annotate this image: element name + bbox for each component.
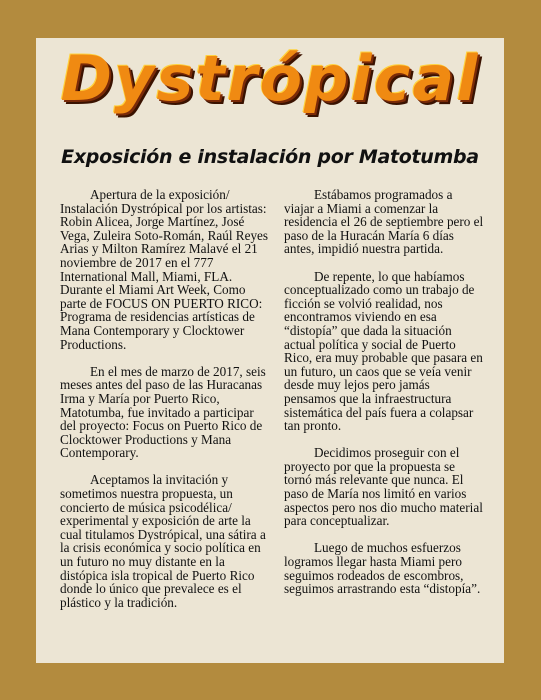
paragraph: Aceptamos la invitación y sometimos nuestra propuesta, un concierto de música psicodélica/ experimental y exposición de arte la cual titulamos Dystrópical, una sátira a la crisis económica y socio política en un futuro no muy distante en la distópica isla tropical de Puerto Rico donde lo único que prevalece es el plástico y la tradición. xyxy=(60,472,266,610)
poster-panel xyxy=(36,38,504,663)
poster-subtitle: Exposición e instalación por Matotumba xyxy=(61,146,479,168)
paragraph: Decidimos proseguir con el proyecto por que la propuesta se tornó más relevante que nunca. El paso de María nos limitó en varios aspectos pero nos dio mucho material para conceptualizar. xyxy=(284,445,483,529)
paragraph: En el mes de marzo de 2017, seis meses antes del paso de las Huracanas Irma y María por Puerto Rico, Matotumba, fue invitado a participar del proyecto: Focus on Puerto Rico de Clocktower Productions y Mana Contemporary. xyxy=(60,363,266,461)
poster-title: Dystrópical xyxy=(60,42,480,115)
left-column xyxy=(60,188,272,623)
paragraph: Apertura de la exposición/ Instalación Dystrópical por los artistas: Robin Alicea, Jorge Martínez, José Vega, Zuleira Soto-Román, Raúl Reyes Arias y Milton Ramírez Malavé el 21 noviembre de 2017 en el 777 International Mall, Miami, FLA. Durante el Miami Art Week, Como parte de FOCUS ON PUERTO RICO: Programa de residencias artísticas de Mana Contemporary y Clocktower Productions. xyxy=(60,187,269,352)
right-column xyxy=(284,188,484,609)
paragraph: Estábamos programados a viajar a Miami a comenzar la residencia el 26 de septiembre pero el paso de la Huracán María 6 días antes, impidió nuestra partida. xyxy=(284,187,484,257)
paragraph: Luego de muchos esfuerzos logramos llegar hasta Miami pero seguimos rodeados de escombros, seguimos arrastrando esta “distopía”. xyxy=(284,540,481,597)
paragraph: De repente, lo que habíamos conceptualizado como un trabajo de ficción se volvió realidad, nos encontramos viviendo en esa “distopía” que dada la situación actual política y social de Puerto Rico, era muy probable que pasara en un futuro, un caos que se veía venir desde muy lejos pero jamás pensamos que la infraestructura sistemática del país fuera a colapsar tan pronto. xyxy=(284,268,483,434)
